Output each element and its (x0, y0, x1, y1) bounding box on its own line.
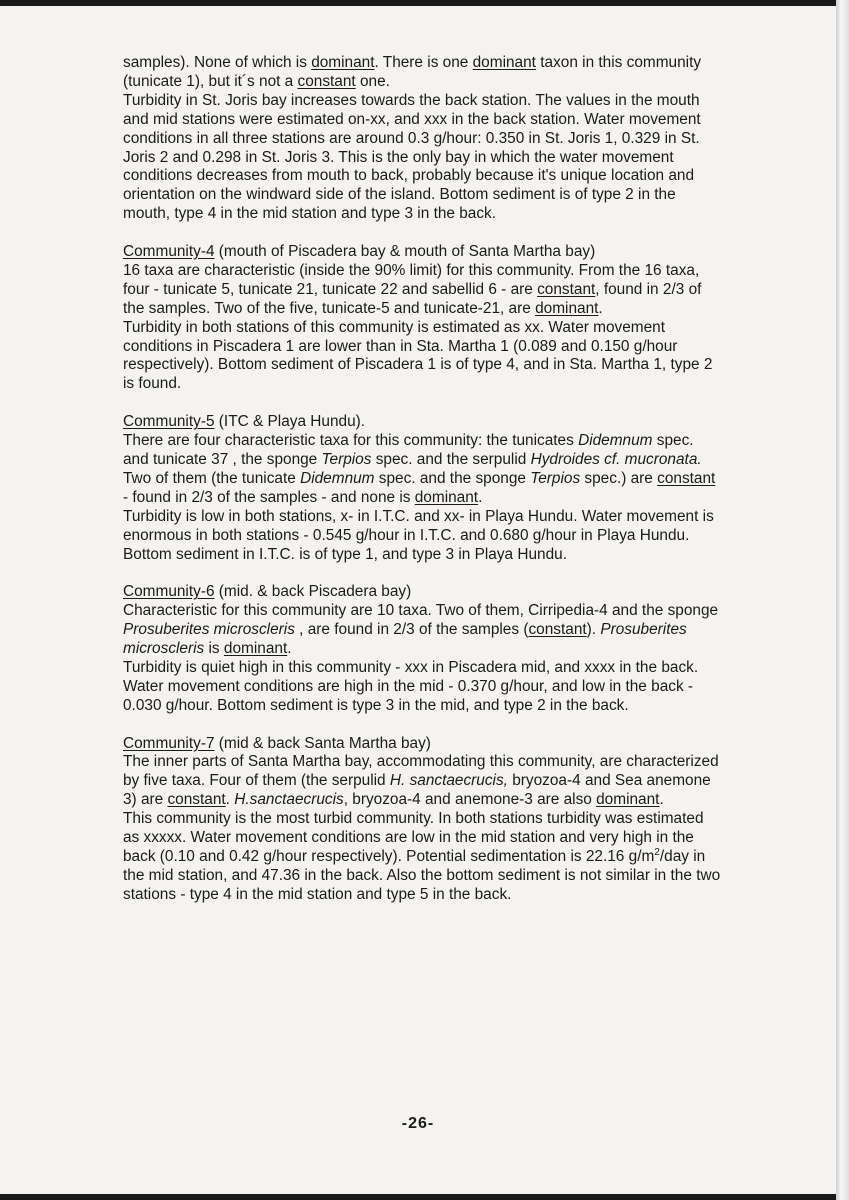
underlined-term: constant (297, 72, 356, 90)
text-run: . (478, 488, 483, 506)
text-run: taxon in this community (tunicate 1), but it´s not a (123, 54, 702, 90)
text-run: spec.) are (580, 469, 658, 487)
community-heading-detail: (mid. & back Piscadera bay) (214, 583, 412, 601)
underlined-term: constant (657, 469, 716, 487)
text-run: There are four characteristic taxa for this community: the tunicates (123, 432, 579, 450)
community-heading-detail: (ITC & Playa Hundu). (214, 413, 366, 431)
turbidity-text: Turbidity is quiet high in this community - xxx in Piscadera mid, and xxxx in the back. Water movement conditions are high in the mid - 0.370 g/hour, and low in the back - 0.030 g/hour. Bottom sediment is type 3 in the mid, and type 2 in the back. (123, 658, 699, 714)
page-edge (836, 0, 849, 1200)
body-text (123, 54, 723, 924)
underlined-term: dominant (311, 54, 375, 71)
turbidity-text: Turbidity in both stations of this community is estimated as xx. Water movement conditions in Piscadera 1 are lower than in Sta. Martha 1 (0.089 and 0.150 g/hour respectively). Bottom sediment of Piscadera 1 is of type 4, and in Sta. Martha 1, type 2 is found. (123, 318, 713, 393)
text-run: is (204, 640, 224, 658)
community-heading: Community-6 (123, 583, 215, 601)
underlined-term: dominant (535, 299, 599, 317)
text-run: . (659, 791, 664, 809)
underlined-term: constant (167, 791, 226, 809)
document-page (0, 6, 836, 1194)
italic-taxon: Prosuberites microscleris (123, 621, 687, 658)
text-run: bryozoa-4 and Sea anemone 3) are (123, 772, 711, 809)
page-number: -26- (401, 1115, 435, 1132)
text-run: one. (355, 72, 390, 90)
text-run: . (287, 640, 292, 658)
text-run: , found in 2/3 of the samples. Two of the five, tunicate-5 and tunicate-21, are (123, 280, 702, 317)
italic-taxon: Prosuberites microscleris (123, 621, 295, 639)
italic-taxon: H. sanctaecrucis, (389, 772, 508, 790)
text-run: . (598, 299, 603, 317)
paragraph-community-5 (123, 413, 723, 564)
turbidity-text: /day in the mid station, and 47.36 in the back. Also the bottom sediment is not similar in the two stations - type 4 in the mid station and type 5 in the back. (123, 848, 721, 903)
text-run: 16 taxa are characteristic (inside the 90% limit) for this community. From the 16 taxa, four - tunicate 5, tunicate 21, tunicate 22 and sabellid 6 - are (123, 261, 700, 298)
text-run: , are found in 2/3 of the samples ( (294, 621, 529, 639)
text-run: spec. and the serpulid (371, 451, 531, 468)
underlined-term: constant (528, 621, 587, 639)
turbidity-text: Turbidity in St. Joris bay increases towards the back station. The values in the mouth and mid stations were estimated on-xx, and xxx in the back station. Water movement conditions in all three stations are around 0.3 g/hour: 0.350 in St. Joris 1, 0.329 in St. Joris 2 and 0.298 in St. Joris 3. This is the only bay in which the water movement conditions decreases from mouth to back, probably because it's unique location and orientation on the windward side of the island. Bottom sediment is of type 2 in the mouth, type 4 in the mid station and type 3 in the back. (123, 91, 701, 223)
community-heading-detail: (mid & back Santa Martha bay) (214, 734, 431, 752)
paragraph-community-7 (123, 735, 723, 905)
text-run: spec. and the sponge (374, 469, 531, 487)
paragraph-community-6 (123, 583, 723, 715)
community-heading: Community-7 (123, 734, 215, 752)
italic-taxon: Didemnum (300, 469, 375, 487)
text-run: . There is one (374, 54, 473, 71)
underlined-term: dominant (414, 488, 479, 506)
text-run: The inner parts of Santa Martha bay, accommodating this community, are characterized by five taxa. Four of them (the serpulid (123, 753, 719, 790)
italic-taxon: Terpios (530, 469, 581, 487)
paragraph-community-3-end (123, 54, 723, 224)
paragraph-community-4 (123, 243, 723, 394)
text-run: ). (586, 621, 601, 639)
underlined-term: dominant (596, 791, 660, 809)
text-run: . (225, 791, 235, 809)
community-heading: Community-5 (123, 413, 215, 431)
italic-taxon: H.sanctaecrucis (234, 791, 344, 809)
italic-taxon: Didemnum (578, 432, 653, 450)
text-run: Two of them (the tunicate (123, 469, 301, 487)
text-run: spec. and tunicate 37 , the sponge (123, 432, 694, 468)
underlined-term: dominant (472, 54, 536, 71)
italic-taxon: Hydroides cf. mucronata. (530, 451, 702, 468)
underlined-term: dominant (223, 640, 288, 658)
text-run: , bryozoa-4 and anemone-3 are also (343, 791, 597, 809)
text-run: samples). None of which is (123, 54, 312, 71)
text-run: Characteristic for this community are 10 taxa. Two of them, Cirripedia-4 and the sponge (123, 602, 719, 620)
community-heading: Community-4 (123, 243, 215, 261)
turbidity-text: Turbidity is low in both stations, x- in I.T.C. and xx- in Playa Hundu. Water movement is enormous in both stations - 0.545 g/hour in I.T.C. and 0.680 g/hour in Playa Hundu. Bottom sediment in I.T.C. is of type 1, and type 3 in Playa Hundu. (123, 507, 714, 563)
underlined-term: constant (537, 280, 596, 298)
text-run: - found in 2/3 of the samples - and none is (123, 488, 415, 506)
community-heading-detail: (mouth of Piscadera bay & mouth of Santa Martha bay) (214, 243, 596, 261)
italic-taxon: Terpios (321, 451, 372, 468)
turbidity-text: This community is the most turbid community. In both stations turbidity was estimated as xxxxx. Water movement conditions are low in the mid station and very high in the back (0.10 and 0.42 g/hour respectively). Potential sedimentation is 22.16 g/m (123, 810, 704, 865)
superscript: 2 (654, 846, 660, 858)
